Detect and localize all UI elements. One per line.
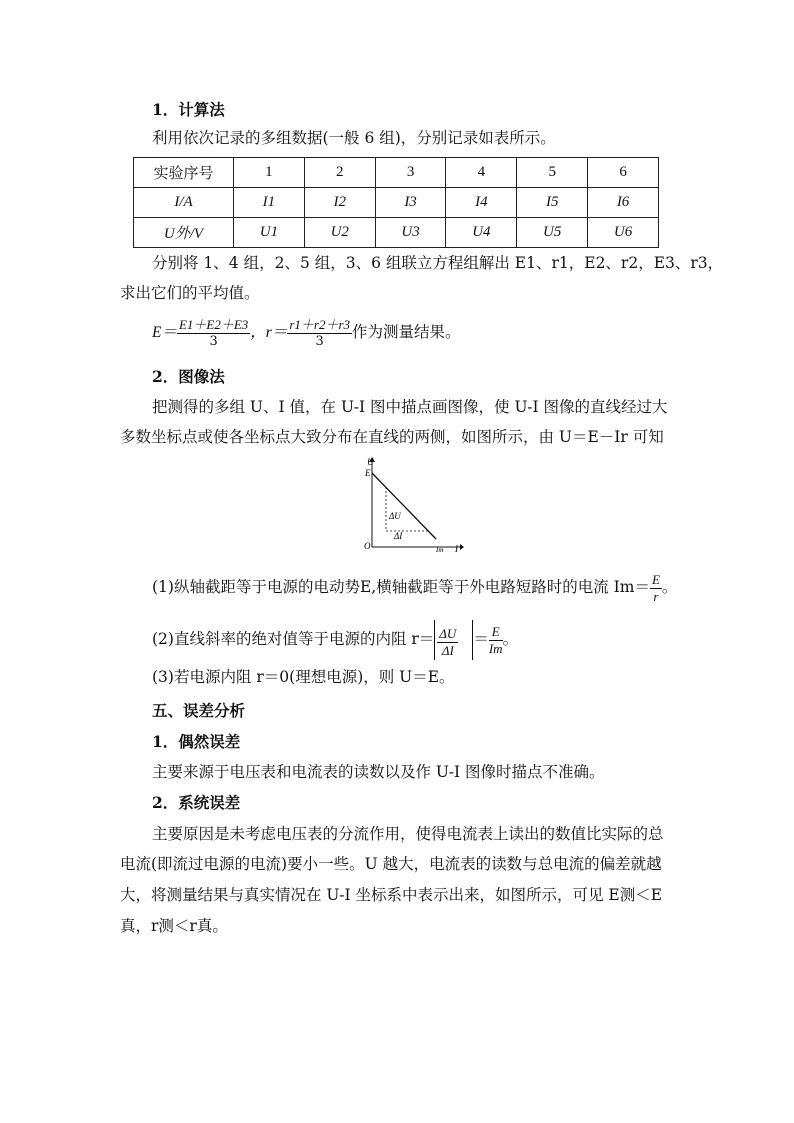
table-header-cell: 4 [446, 158, 517, 188]
im-intercept-label: Im [436, 546, 444, 554]
subsection-systematic-error: 2．系统误差 [152, 793, 241, 812]
solve-line-1: 分别将 1、4 组，2、5 组，3、6 组联立方程组解出 E1、r1，E2、r2，E3、r3， [152, 254, 724, 272]
table-header-cell: 2 [304, 158, 375, 188]
subsection-random-error: 1．偶然误差 [152, 732, 241, 751]
r-lhs: ，r＝ [250, 324, 288, 341]
table-header-cell: 3 [375, 158, 446, 188]
u-i-graph [360, 455, 465, 555]
r-fraction [287, 317, 352, 350]
table-header-cell: 实验序号 [134, 158, 234, 188]
r-result-numerator: E [489, 624, 503, 641]
delta-i-label: ΔI [394, 531, 403, 541]
origin-label: O [364, 541, 371, 551]
average-formula [152, 315, 461, 350]
item-1-tail: 。 [661, 578, 678, 596]
item-2-tail: 。 [502, 630, 519, 648]
table-cell: U1 [234, 218, 305, 248]
section-title-graph: 2．图像法 [152, 367, 225, 386]
table-cell: I3 [375, 188, 446, 218]
table-cell: U6 [588, 218, 659, 248]
systematic-paragraph-4: 真，r测＜r真。 [120, 917, 228, 935]
solve-line-2: 求出它们的平均值。 [120, 284, 260, 302]
x-axis-arrow [460, 544, 464, 550]
e-numerator: E1＋E2＋E3 [178, 316, 249, 332]
x-axis-label: I [455, 544, 458, 554]
slope-fraction [437, 626, 458, 659]
random-error-text: 主要来源于电压表和电流表的读数以及作 U-I 图像时描点不准确。 [152, 763, 605, 781]
graph-paragraph-2: 多数坐标点或使各坐标点大致分布在直线的两侧，如图所示，由 U＝E－Ir 可知 [120, 428, 664, 446]
item-2-text: (2)直线斜率的绝对值等于电源的内阻 r＝ [152, 630, 435, 648]
table-cell: I5 [517, 188, 588, 218]
data-table [133, 157, 659, 248]
im-denominator: r [653, 588, 659, 604]
r-numerator: r1＋r2＋r3 [289, 316, 351, 332]
formula-tail: 作为测量结果。 [352, 323, 461, 341]
systematic-paragraph-1: 主要原因是未考虑电压表的分流作用，使得电流表上读出的数值比实际的总 [152, 825, 664, 843]
e-denominator: 3 [209, 333, 218, 349]
im-numerator: E [651, 571, 660, 587]
section-title-calculation: 1．计算法 [152, 100, 225, 119]
r-result-denominator: Im [488, 640, 503, 656]
e-lhs: E＝ [152, 324, 177, 341]
table-header-cell: 6 [588, 158, 659, 188]
systematic-paragraph-3: 大，将测量结果与真实情况在 U-I 坐标系中表示出来，如图所示，可见 E测＜E [120, 886, 663, 904]
graph-item-1 [152, 570, 677, 605]
table-row-current [134, 188, 659, 218]
systematic-paragraph-2: 电流(即流过电源的电流)要小一些。U 越大，电流表的读数与总电流的偏差就越 [120, 855, 662, 873]
table-header-row [134, 158, 659, 188]
delta-u-label: ΔU [389, 511, 401, 521]
r-denominator: 3 [315, 333, 324, 349]
graph-item-2 [152, 618, 518, 660]
table-cell: I4 [446, 188, 517, 218]
slope-numerator: ΔU [439, 625, 457, 641]
item-1-text: (1)纵轴截距等于电源的电动势E,横轴截距等于外电路短路时的电流 Im＝ [152, 578, 650, 596]
y-axis-label: U [367, 457, 374, 467]
u-i-line [372, 473, 436, 539]
absolute-value [434, 620, 473, 660]
calculation-description: 利用依次记录的多组数据(一般 6 组)，分别记录如表所示。 [152, 129, 556, 147]
table-row-label: I/A [134, 188, 234, 218]
e-intercept-label: E [365, 468, 371, 478]
table-header-cell: 1 [234, 158, 305, 188]
graph-item-3: (3)若电源内阻 r＝0(理想电源)，则 U＝E。 [152, 668, 455, 686]
item-2-equals: ＝ [473, 630, 489, 648]
table-cell: U2 [304, 218, 375, 248]
table-cell: U4 [446, 218, 517, 248]
table-row-label: U外/V [134, 218, 234, 248]
table-cell: U5 [517, 218, 588, 248]
table-cell: I2 [304, 188, 375, 218]
slope-denominator: ΔI [441, 642, 454, 658]
e-fraction [177, 317, 250, 350]
table-header-cell: 5 [517, 158, 588, 188]
graph-paragraph-1: 把测得的多组 U、I 值，在 U-I 图中描点画图像，使 U-I 图像的直线经过大 [152, 398, 668, 416]
section-title-error-analysis: 五、误差分析 [152, 701, 246, 720]
table-cell: U3 [375, 218, 446, 248]
r-result-fraction [489, 624, 503, 657]
im-fraction [650, 572, 662, 605]
table-cell: I1 [234, 188, 305, 218]
table-cell: I6 [588, 188, 659, 218]
table-row-voltage [134, 218, 659, 248]
